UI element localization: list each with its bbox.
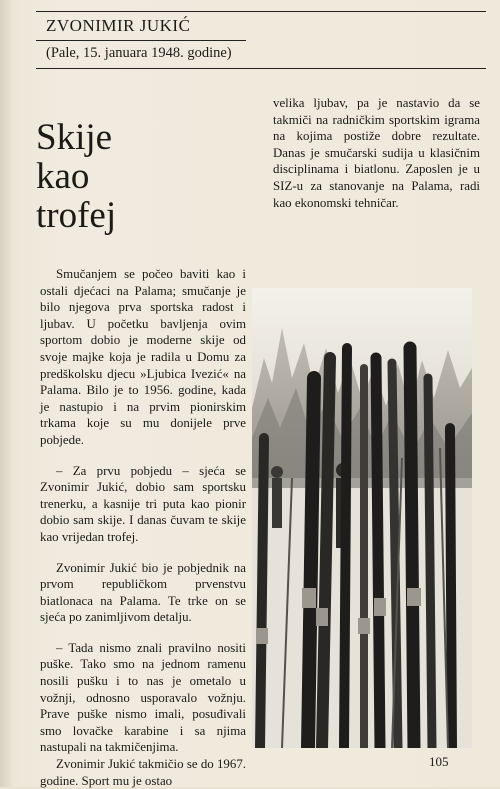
paragraph-1: Smučanjem se počeo baviti kao i ostali djećaci na Palama; smučanje je bilo njegova prva sportska radost i ljubav. U početku bavljenja ovim sportom dobio je moderne skije od svoje majke koja je radila u Domu za predškolsku djecu »Ljubica Ivezić« na Palama. Bilo je to 1956. godine, kada je nastupio i na prvim pionirskim trkama koje su mu donijele prve pobjede. [40,267,246,447]
right-paragraph: velika ljubav, pa je nastavio da se takmiči na radničkim sportskim igrama na kojima postiže dobre rezultate. Danas je smučarski sudija u klasičnim disciplinama i biatlonu. Zaposlen je u SIZ-u za stanovanje na Palama, radi kao ekonomski tehničar. [273,96,480,210]
right-column [273,95,480,211]
paragraph-5: Zvonimir Jukić takmičio se do 1967. godine. Sport mu je ostao [40,757,246,788]
title-line-3: trofej [36,195,117,236]
page-number: 105 [429,754,449,769]
skis-photo [252,288,472,748]
skis-photo-image [252,288,472,748]
paragraph-2: – Za prvu pobjedu – sjeća se Zvonimir Jukić, dobio sam sportsku trenerku, a kasnije tri puta kao pionir dobio sam skije. I danas čuvam te skije kao vrijedan trofej. [40,463,246,544]
header-top-rule [36,11,486,12]
header-name: ZVONIMIR JUKIĆ [46,16,191,35]
paragraph-3: Zvonimir Jukić bio je pobjednik na prvom republičkom prvenstvu biatlonaca na Palama. Te trke on se sjeća po zanimljivom detalju. [40,560,246,625]
left-column [40,266,246,789]
title-line-1: Skije [36,117,113,158]
header-middle-rule [36,40,246,41]
header-subtitle: (Pale, 15. januara 1948. godine) [46,45,232,61]
article-title [36,118,246,235]
paragraph-4: – Tada nismo znali pravilno nositi puške. Tako smo na jednom ramenu nosili pušku i to nas je ometalo u vožnji, odnosno usporavalo vožnju. Prave puške nismo imali, posuđivali smo lovačke karabine i sa njima nastupali na takmičenjima. [40,640,246,755]
title-line-2: kao [36,156,90,197]
header-bottom-rule [36,68,486,69]
